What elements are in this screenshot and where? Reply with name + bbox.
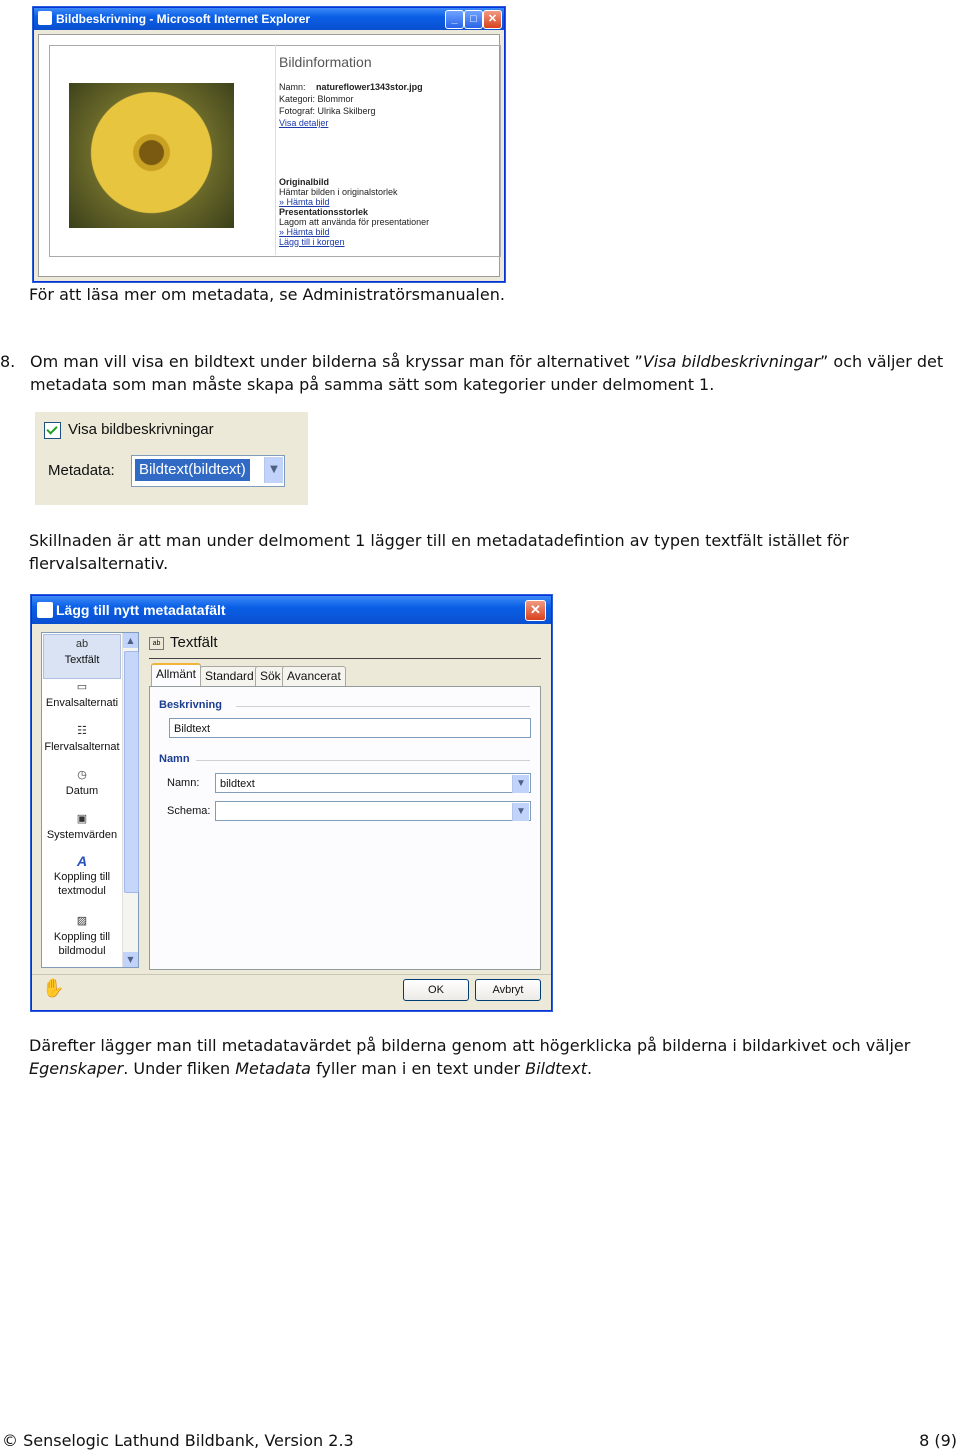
bildinformation-heading: Bildinformation <box>279 54 372 70</box>
field-type-list <box>41 632 139 968</box>
details-link[interactable]: Visa detaljer <box>279 118 329 128</box>
ie-content <box>38 34 500 277</box>
chevron-down-icon[interactable]: ▼ <box>512 803 529 821</box>
checkbox-label: Visa bildbeskrivningar <box>68 421 214 438</box>
item-8-line2: metadata som man måste skapa på samma sätt som kategorier under delmoment 1. <box>30 375 715 394</box>
add-metadata-field-dialog <box>31 595 552 1011</box>
presentation-desc: Lagom att använda för presentationer <box>279 217 430 227</box>
chevron-down-icon[interactable]: ▼ <box>512 775 529 793</box>
metadata-selected-value: Bildtext(bildtext) <box>135 459 250 481</box>
minimize-icon[interactable]: _ <box>445 10 464 29</box>
metadata-select[interactable] <box>131 455 285 487</box>
egenskaper-em: Egenskaper <box>29 1059 124 1078</box>
presentation-heading: Presentationsstorlek <box>279 207 369 217</box>
footer-page-number: 8 (9) <box>919 1431 957 1450</box>
ie-window-screenshot <box>33 7 505 282</box>
section-namn: Namn <box>159 753 190 765</box>
dialog-close-icon[interactable]: ✕ <box>525 600 546 621</box>
font-icon: A <box>76 853 88 869</box>
scroll-up-icon[interactable]: ▲ <box>123 633 138 648</box>
metadata-em: Metadata <box>235 1059 311 1078</box>
senselogic-logo-icon: ✋ <box>42 978 65 999</box>
panel-title-rule <box>149 658 541 659</box>
flower-photo <box>69 83 234 228</box>
section-beskrivning: Beskrivning <box>159 699 222 711</box>
metadata-settings-snippet <box>35 412 308 505</box>
original-desc: Hämtar bilden i originalstorlek <box>279 187 398 197</box>
paragraph-admin-manual: För att läsa mer om metadata, se Administratörsmanualen. <box>29 285 505 304</box>
calendar-icon: ◷ <box>77 769 87 781</box>
close-icon[interactable]: ✕ <box>483 10 502 29</box>
section-beskrivning-rule <box>236 706 530 707</box>
ok-button[interactable]: OK <box>403 979 469 1001</box>
textfield-icon: ab <box>149 637 164 650</box>
photographer: Fotograf: Ulrika Skilberg <box>279 106 376 116</box>
textfield-icon: ab <box>75 638 89 650</box>
paragraph-difference-line1: Skillnaden är att man under delmoment 1 lägger till en metadatadefintion av typen textfält istället för <box>29 531 849 550</box>
dropdown-icon: ▭ <box>76 681 88 693</box>
visa-bildbeskrivningar-checkbox[interactable] <box>44 422 61 439</box>
paragraph-final-line2: Egenskaper. Under fliken Metadata fyller man i en text under Bildtext. <box>29 1059 593 1078</box>
list-item-koppling-bildmodul[interactable]: ▨ Koppling till bildmodul <box>53 915 111 957</box>
dialog-footer-separator <box>32 974 551 975</box>
scroll-thumb[interactable] <box>124 651 139 893</box>
maximize-icon[interactable]: □ <box>464 10 483 29</box>
list-scrollbar[interactable] <box>122 633 138 967</box>
list-item-datum[interactable]: ◷ Datum <box>65 769 99 797</box>
schema-label: Schema: <box>167 805 211 817</box>
item-8-line1: Om man vill visa en bildtext under bilderna så kryssar man för alternativet ”Visa bildbeskrivningar” och väljer det <box>30 352 944 371</box>
tab-sok[interactable]: Sök <box>255 666 286 686</box>
name-row <box>279 82 423 92</box>
dialog-app-icon <box>37 602 53 618</box>
dialog-title: Lägg till nytt metadatafält <box>56 602 226 618</box>
image-icon: ▨ <box>76 915 88 927</box>
footer-left: © Senselogic Lathund Bildbank, Version 2.3 <box>2 1431 354 1450</box>
list-item-envalsalternativ[interactable]: ▭ Envalsalternati <box>45 681 119 709</box>
bildtext-em: Bildtext <box>525 1059 588 1078</box>
name-select[interactable] <box>215 773 531 793</box>
computer-icon: ▣ <box>76 813 88 825</box>
info-divider <box>275 45 276 255</box>
list-item-textfalt[interactable]: ab Textfält <box>43 634 121 679</box>
name-label: Namn: <box>167 777 200 789</box>
scroll-down-icon[interactable]: ▼ <box>123 952 138 967</box>
ie-title: Bildbeskrivning - Microsoft Internet Explorer <box>56 12 311 26</box>
paragraph-difference-line2: flervalsalternativ. <box>29 554 169 573</box>
ie-icon <box>38 11 52 25</box>
name-value: natureflower1343stor.jpg <box>316 82 423 92</box>
multiselect-icon: ☷ <box>77 725 87 737</box>
add-to-cart-link[interactable]: Lägg till i korgen <box>279 237 345 247</box>
list-item-flervalsalternativ[interactable]: ☷ Flervalsalternat <box>44 725 120 753</box>
metadata-label: Metadata: <box>48 462 115 479</box>
original-download-link[interactable]: » Hämta bild <box>279 197 330 207</box>
schema-select[interactable] <box>215 801 531 821</box>
section-namn-rule <box>196 760 530 761</box>
visa-bildbeskrivningar-em: Visa bildbeskrivningar <box>642 352 821 371</box>
ie-title-bar <box>34 8 504 30</box>
description-field[interactable]: Bildtext <box>169 718 531 738</box>
panel-title: ab Textfält <box>149 634 218 651</box>
paragraph-final-line1: Därefter lägger man till metadatavärdet på bilderna genom att högerklicka på bilderna i bildarkivet och väljer <box>29 1036 911 1055</box>
tab-allmant[interactable]: Allmänt <box>151 663 201 688</box>
list-item-systemvarden[interactable]: ▣ Systemvärden <box>46 813 118 841</box>
cancel-button[interactable]: Avbryt <box>475 979 541 1001</box>
list-item-koppling-textmodul[interactable]: A Koppling till textmodul <box>53 853 111 897</box>
tab-panel-allmant <box>149 686 541 970</box>
category: Kategori: Blommor <box>279 94 354 104</box>
item-8-number: 8. <box>0 352 16 371</box>
name-value: bildtext <box>220 778 255 790</box>
tab-avancerat[interactable]: Avancerat <box>282 666 346 686</box>
dialog-title-bar <box>32 596 551 624</box>
presentation-download-link[interactable]: » Hämta bild <box>279 227 330 237</box>
name-label: Namn: <box>279 82 306 92</box>
original-heading: Originalbild <box>279 177 330 187</box>
tab-standard[interactable]: Standard <box>200 666 259 686</box>
chevron-down-icon[interactable]: ▼ <box>264 457 283 483</box>
